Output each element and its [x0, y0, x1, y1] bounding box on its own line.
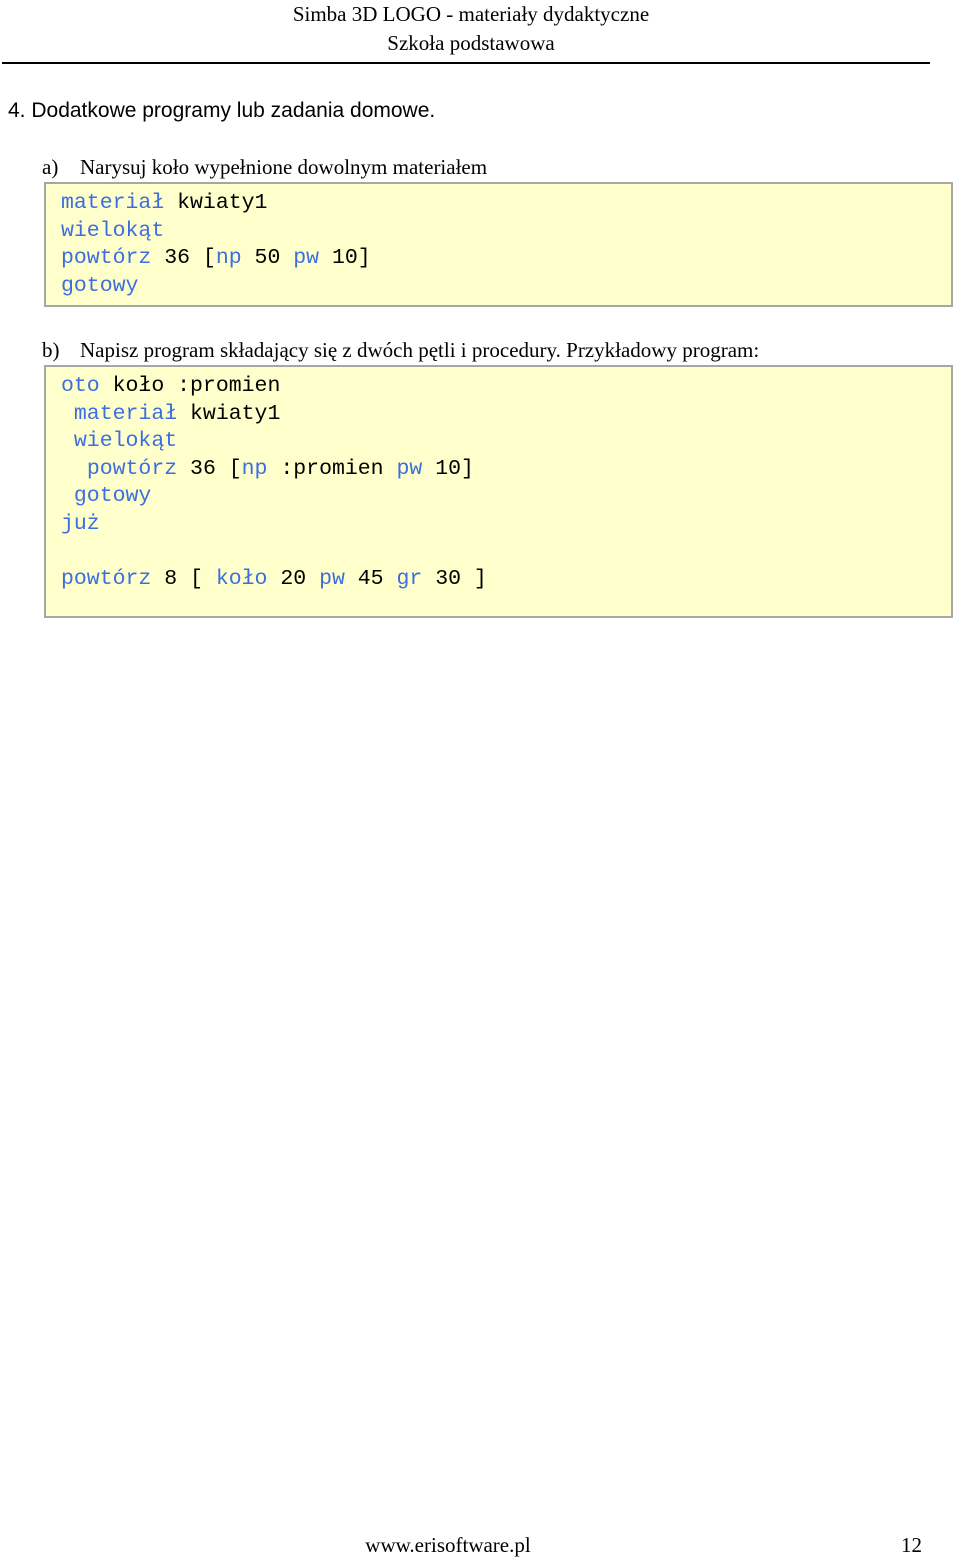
- code-line: [61, 483, 951, 511]
- code-line: [61, 373, 951, 401]
- code-text: 45: [344, 567, 397, 592]
- header-title: Simba 3D LOGO - materiały dydaktyczne: [292, 2, 650, 26]
- code-keyword: oto: [61, 374, 100, 398]
- code-text: 10]: [319, 246, 371, 271]
- code-text: [61, 429, 74, 453]
- code-text: 8 [: [151, 567, 216, 592]
- footer-url: www.erisoftware.pl: [365, 1533, 531, 1557]
- code-keyword: pw: [319, 567, 345, 592]
- code-keyword: materiał: [61, 191, 165, 215]
- code-keyword: materiał: [73, 401, 178, 426]
- code-keyword: powtórz: [61, 246, 152, 271]
- code-text: [61, 457, 87, 481]
- code-line: [61, 190, 951, 218]
- code-keyword: koło: [215, 567, 268, 592]
- code-keyword: wielokąt: [73, 429, 178, 454]
- code-keyword: powtórz: [61, 567, 152, 592]
- code-text: :promien: [267, 456, 397, 481]
- code-keyword: powtórz: [86, 456, 178, 481]
- code-keyword: wielokąt: [61, 218, 165, 243]
- code-line: [61, 428, 951, 456]
- code-line: [61, 456, 951, 484]
- code-text: 50: [241, 246, 294, 271]
- header-subtitle: Szkoła podstawowa: [387, 31, 555, 55]
- task-a-instruction: [42, 153, 487, 181]
- page-header: [0, 0, 942, 58]
- code-line: [61, 539, 951, 567]
- code-keyword: pw: [396, 456, 423, 481]
- task-b-letter: b): [42, 338, 60, 362]
- code-keyword: np: [215, 246, 242, 271]
- code-line: [61, 273, 951, 301]
- code-line: [61, 218, 951, 246]
- code-text: koło :promien: [99, 374, 281, 398]
- code-text: 36 [: [151, 246, 216, 271]
- code-text: [61, 484, 74, 508]
- code-text: 10]: [422, 456, 474, 481]
- task-b-text: Napisz program składający się z dwóch pętli i procedury. Przykładowy program:: [80, 338, 760, 362]
- code-text: kwiaty1: [164, 191, 268, 215]
- header-divider: [2, 62, 930, 64]
- code-line: [61, 401, 951, 429]
- task-a-text: Narysuj koło wypełnione dowolnym materiałem: [80, 155, 488, 179]
- code-line: [61, 245, 951, 273]
- code-block-a: [44, 182, 953, 307]
- code-text: [61, 402, 74, 426]
- code-text: 36 [: [177, 456, 242, 481]
- code-keyword: już: [61, 511, 100, 536]
- code-keyword: np: [241, 456, 268, 481]
- code-keyword: gotowy: [73, 484, 152, 509]
- code-text: kwiaty1: [177, 401, 281, 426]
- code-keyword: pw: [293, 246, 320, 271]
- task-a-letter: a): [42, 155, 59, 179]
- task-b-instruction: [42, 336, 759, 364]
- code-text: 20: [267, 567, 320, 592]
- code-line: [61, 511, 951, 539]
- section-heading: 4. Dodatkowe programy lub zadania domowe.: [8, 99, 436, 122]
- page-number: 12: [901, 1533, 922, 1557]
- code-keyword: gotowy: [61, 273, 139, 298]
- code-text: 30 ]: [422, 567, 487, 592]
- code-keyword: gr: [396, 567, 423, 592]
- code-block-b: [44, 365, 953, 618]
- code-line: [61, 566, 951, 594]
